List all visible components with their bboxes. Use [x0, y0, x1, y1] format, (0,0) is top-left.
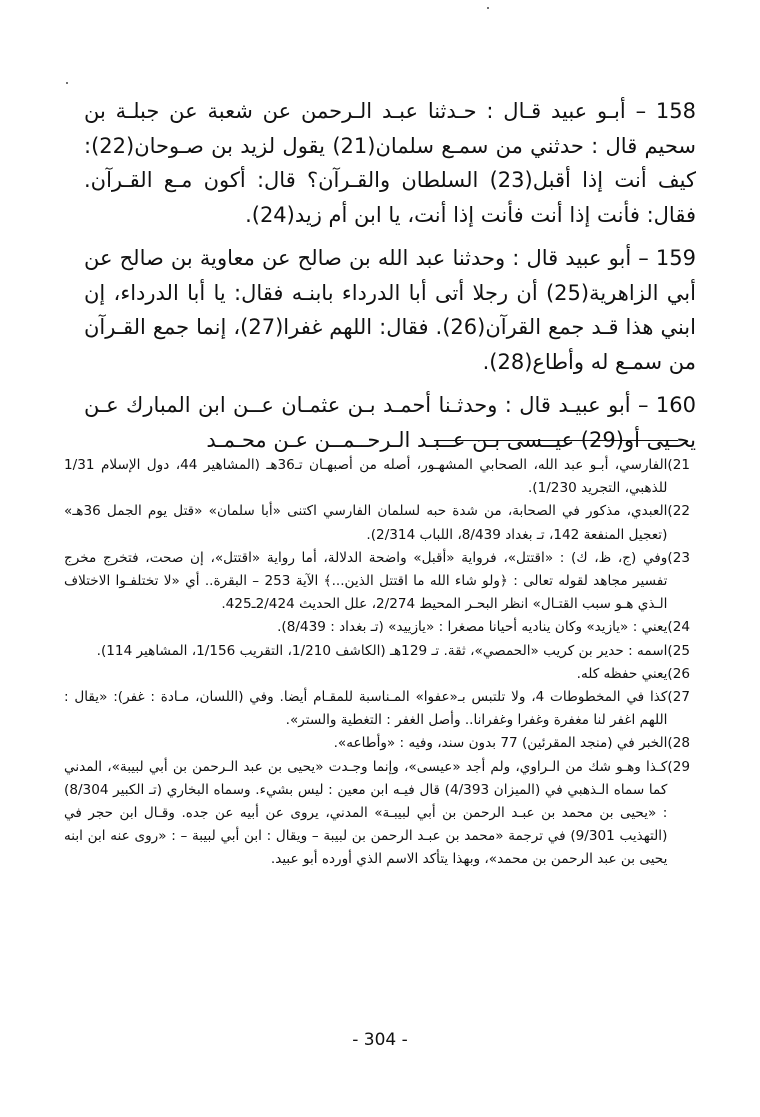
paragraph-159: 159 – أبو عبيد قال : وحدثنا عبد الله بن صالح عن معاوية بن صالح عن أبي الزاهرية(25) أن رجلا أتى أبا الدرداء بابنـه فقال: يا أبا الدرداء، إن ابني هذا قـد جمع القرآن(26). فقال: اللهم غفرا(27)، إنما جمع القـرآن من سمـع له وأطاع(28). — [84, 246, 696, 374]
footnote-text: وفي (ج، ظ، ك) : «اقتتل»، فرواية «أقبل» واضحة الدلالة، أما رواية «اقتتل»، إن صحت، فتخرج مخرج تفسير مجاهد لقوله تعالى : ﴿ولو شاء الله ما اقتتل الذين...﴾ الآية 253 – البقرة.. أي «لا تختلفـوا الاختلاف الـذي هـو سبب القتـال» انظر البحـر المحيط 2/274، علل الحديث 2/424ـ425. — [64, 549, 668, 613]
footnote-22 — [64, 500, 690, 546]
footnote-number: 21) — [667, 457, 690, 473]
scan-speck — [487, 7, 489, 9]
paragraph-160: 160 – أبو عبيـد قال : وحدثـنا أحمـد بـن عثمـان عــن ابن المبارك عـن يحـيى أو(29) عيــسى بـن عــبـد الـرحــمــن عـن محـمـد — [84, 393, 696, 452]
footnote-text: الخبر في (منجد المقرئين) 77 بدون سند، وفيه : «وأطاعه». — [333, 735, 668, 752]
page-number: - 304 - — [352, 1030, 408, 1050]
footnote-21 — [64, 454, 690, 500]
footnote-29 — [64, 756, 690, 872]
footnote-27 — [64, 686, 690, 732]
footnote-24 — [64, 616, 690, 639]
footnote-text: الفارسي، أبـو عبد الله، الصحابي المشهـور، أصله من أصبهـان تـ36هـ (المشاهير 44، دول الإسلام 1/31 للذهبي، التجريد 1/230). — [64, 457, 668, 497]
footnote-text: يعني : «يازيد» وكان يناديه أحيانا مصغرا : «يازييد» (تـ بغداد : 8/439). — [277, 619, 668, 636]
footnote-23 — [64, 547, 690, 617]
footnote-number: 29) — [667, 758, 690, 775]
footnote-number: 22) — [667, 503, 690, 520]
footnote-text: اسمه : حدير بن كريب «الحمصي»، ثقة. تـ 129هـ (الكاشف 1/210، التقريب 1/156، المشاهير 114). — [96, 642, 668, 659]
footnote-number: 25) — [667, 642, 690, 659]
footnote-text: العبدي، مذكور في الصحابة، من شدة حبه لسلمان الفارسي اكتنى «أبا سلمان» «قتل يوم الجمل 36هـ» (تعجيل المنفعة 142، تـ بغداد 8/439، اللباب 2/314). — [64, 503, 668, 543]
footnote-number: 28) — [667, 735, 690, 752]
footnote-number: 24) — [667, 619, 690, 636]
footnote-26 — [64, 663, 690, 686]
footnote-text: كذا في المخطوطات 4، ولا تلتبس بـ«عفوا» المـناسبة للمقـام أيضا. وفي (اللسان، مـادة : غفر): «يقال : اللهم اغفر لنا مغفرة وغفرا وغفرانا.. وأصل الغفر : التغطية والستر». — [64, 689, 668, 729]
paragraph-158: 158 – أبـو عبيد قـال : حـدثنا عبـد الـرحمن عن شعبة عن جبلـة بن سحيم قال : حدثني من سمـع سلمان(21) يقول لزيد بن صـوحان(22): كيف أنت إذا أقبل(23) السلطان والقـرآن؟ قال: أكون مـع القـرآن. فقال: فأنت إذا أنت فأنت إذا أنت، يا ابن أم زيد(24). — [84, 99, 696, 227]
scan-speck — [66, 82, 68, 84]
footnote-separator — [434, 440, 678, 441]
footnote-number: 26) — [667, 665, 690, 682]
main-text — [84, 94, 696, 466]
footnote-text: كـذا وهـو شك من الـراوي، ولم أجد «عيسى»، وإنما وجـدت «يحيى بن عبد الـرحمن بن أبي لبيبة»، المدني كما سماه الـذهبي في (الميزان 4/393) قال فيـه ابن معين : ليس بشيء. وسماه البخاري (تـ الكبير 8/304) : «يحيى بن محمد بن عبـد الرحمن بن أبي لبيبـة» المدني، يروى عن أبيه عن جده. وقـال ابن حجر في (التهذيب 9/301) في ترجمة «محمد بن عبـد الرحمن بن لبيبة – ويقال : ابن أبي لبيبة – : «روى عنه ابن ابنه يحيى بن عبد الرحمن بن محمد»، وبهذا يتأكد الاسم الذي أورده أبو عبيد. — [64, 758, 668, 868]
footnote-number: 27) — [667, 689, 690, 706]
footnote-text: يعني حفظه كله. — [576, 665, 668, 682]
footnote-28 — [64, 732, 690, 755]
footnote-25 — [64, 640, 690, 663]
footnote-number: 23) — [667, 549, 690, 566]
footnotes — [64, 454, 690, 872]
